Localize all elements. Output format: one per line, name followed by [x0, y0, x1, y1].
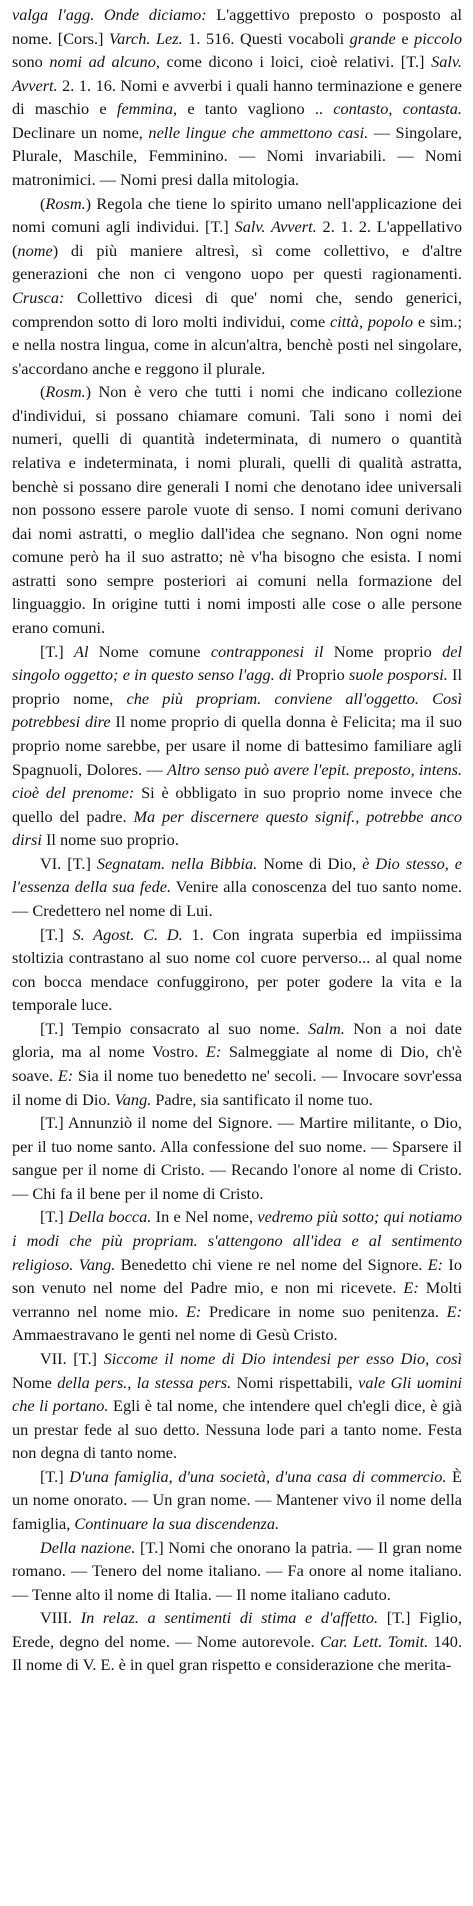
italic-text: contasto, contasta. [333, 99, 462, 119]
italic-text: Varch. Lez. [109, 28, 183, 48]
text-segment: VII. [T.] [40, 1348, 104, 1368]
text-segment: È un nome onorato. — Un gran nome. — Mantener vivo il nome della famiglia, [12, 1466, 462, 1533]
italic-text: della pers., la stessa pers. [57, 1372, 232, 1392]
text-segment: [T.] [40, 641, 74, 661]
italic-text: E: [205, 1042, 222, 1062]
italic-text: suole posporsi. [349, 665, 448, 685]
italic-text: E: [446, 1301, 462, 1321]
italic-text: Vang. [78, 1254, 116, 1274]
text-segment: 2. 1. 16. Nomi e avverbi i quali hanno terminazione e genere di maschio e [12, 75, 462, 119]
italic-text: è Dio stesso, e l'essenza della sua fede. [12, 853, 463, 897]
italic-text: Della bocca. [67, 1207, 152, 1227]
italic-text: che più propriam. conviene all'oggetto. Così potrebbesi dire [12, 688, 462, 732]
text-segment: ( [40, 193, 46, 213]
text-segment: ) Non è vero che tutti i nomi che indicano collezione d'individui, si possano chiamare comuni. Tali sono i nomi dei numeri, quelli di quantità indeterminata, di numero o quantità relativa e indeterminata, i nomi plurali, quelli di qualità astratta, benchè si possano dire generali I nomi che denotano idee universali non possono essere parole vuote di senso. I nomi comuni derivano dai nomi astratti, o meglio dall'idea che segnano. Non ogni nome comune però ha il suo astratto; nè v'ha bisogno che esista. I nomi astratti sono sempre posteriori ai comuni nella formazione del linguaggio. In origine tutti i nomi imposti alle cose o alle persone erano comuni. [12, 382, 462, 638]
text-segment: VIII. [40, 1608, 81, 1628]
text-segment: 2. 1. 2. L'appellativo ( [12, 217, 462, 260]
text-segment: [T.] Figlio, Erede, degno del nome. — Nome autorevole. [12, 1608, 462, 1651]
text-segment: Nome comune [88, 641, 211, 661]
italic-text: Vang. [114, 1089, 152, 1109]
text-segment: 1. 516. Questi vocaboli [182, 28, 350, 48]
italic-text: Al [74, 641, 89, 661]
text-segment: Predicare in nome suo penitenza. [201, 1301, 447, 1321]
italic-text: Della nazione. [40, 1537, 136, 1557]
paragraph [12, 1111, 462, 1205]
italic-text: vedremo più sotto; qui notiamo i modi che più propriam. s'attengono all'idea e al sentimento religioso. [12, 1207, 463, 1274]
italic-text: grande [349, 28, 396, 48]
text-segment: e sim.; e nella nostra lingua, come in alcun'altra, benchè posti nel singolare, s'accordano anche e reggono il plurale. [12, 311, 462, 378]
italic-text: Salv. Avvert. [12, 52, 462, 95]
italic-text: vale Gli uomini che li portano. [12, 1372, 463, 1416]
text-segment: ) di più maniere altresì, sì come collettivo, e d'altre generazioni che non ci vengono uopo per questi ragionamenti. [12, 240, 462, 284]
italic-text: E: [185, 1301, 202, 1321]
text-segment: Benedetto chi viene re nel nome del Signore. [115, 1254, 428, 1274]
text-segment: come dicono i loici, cioè relativi. [T.] [159, 52, 432, 72]
paragraph [12, 852, 462, 923]
text-segment: Molti verranno nel nome mio. [12, 1278, 462, 1321]
paragraph [12, 1205, 462, 1346]
paragraph [12, 1536, 462, 1607]
text-segment: Venire alla conoscenza del tuo santo nome. — Credettero nel nome di Lui. [12, 877, 462, 920]
text-segment: Salmeggiate al nome di Dio, ch'è soave. [12, 1042, 462, 1086]
italic-text: Car. Lett. Tomit. [320, 1631, 429, 1651]
italic-text: Salv. Avvert. [234, 217, 317, 237]
paragraph [12, 1465, 462, 1536]
text-segment: 140. Il nome di V. E. è in quel gran rispetto e considerazione che merita- [12, 1631, 463, 1675]
text-segment: Nomi rispettabili, [231, 1372, 359, 1392]
italic-text: Rosm. [45, 193, 86, 213]
text-segment: Proprio [291, 665, 350, 685]
italic-text: In relaz. a sentimenti di stima e d'affetto. [80, 1608, 379, 1628]
italic-text: femmina, [116, 99, 178, 119]
text-segment: Non a noi date gloria, ma al nome Vostro. [12, 1018, 463, 1062]
text-segment: Il nome proprio di quella donna è Felicita; ma il suo proprio nome sarebbe, per usare il nome di battesimo familiare agli Spagnuoli, Dolores. — [12, 712, 462, 779]
text-segment: [T.] Nomi che onorano la patria. — Il gran nome romano. — Tenero del nome italiano. — Fa onore al nome italiano. — Tenne alto il nome di Italia. — Il nome italiano caduto. [12, 1537, 462, 1604]
italic-text: città, popolo [330, 311, 414, 331]
text-segment: Nome proprio [323, 641, 443, 661]
text-segment: [T.] [40, 1466, 70, 1486]
italic-text: contrapponesi il [210, 641, 324, 661]
italic-text: E: [57, 1066, 74, 1086]
text-segment: Nome [12, 1372, 58, 1392]
text-segment: Declinare un nome, [12, 122, 149, 142]
paragraph [12, 1347, 462, 1465]
text-segment: [T.] Annunziò il nome del Signore. — Martire militante, o Dio, per il tuo nome santo. Alla confessione del suo nome. — Sparsere il sangue per il nome di Cristo. — Recando l'onore al nome di Cristo. — Chi fa il bene per il nome di Cristo. [12, 1113, 462, 1203]
text-segment: Padre, sia santificato il nome tuo. [151, 1089, 373, 1109]
text-segment: Io son venuto nel nome del Padre mio, e non mi ricevete. [12, 1254, 462, 1298]
text-segment: Ammaestravano le genti nel nome di Gesù Cristo. [12, 1325, 338, 1345]
text-segment: Collettivo dicesi di que' nomi che, sendo generici, comprendon sotto di loro molti individui, come [12, 287, 462, 331]
text-segment: 1. Con ingrata superbia ed impiissima stoltizia contrastano al suo nome col cuore perverso... al qual nome con bocca mendace confuggirono, per poter godere la vita e la temporale luce. [12, 924, 462, 1015]
italic-text: S. Agost. C. D. [72, 924, 183, 944]
text-segment: e [395, 28, 415, 48]
paragraph [12, 923, 462, 1017]
italic-text: Segnatam. nella Bibbia. [96, 853, 258, 873]
text-segment: VI. [T.] [40, 853, 97, 873]
italic-text: E: [403, 1278, 419, 1298]
italic-text: nomi ad alcuno, [49, 52, 160, 72]
text-segment: ) Regola che tiene lo spirito umano nell'applicazione dei nomi comuni agli individui. [T.] [12, 193, 462, 237]
italic-text: E: [427, 1254, 444, 1274]
text-segment: Sia il nome tuo benedetto ne' secoli. — Invocare sovr'essa il nome di Dio. [12, 1066, 462, 1109]
dictionary-text-column [12, 3, 462, 1677]
text-segment: [T.] [40, 1207, 68, 1227]
text-segment: e tanto vagliono .. [177, 99, 334, 119]
text-segment: Nome di Dio, [257, 853, 363, 873]
text-segment: — Singolare, Plurale, Maschile, Femminino. — Nomi invariabili. — Nomi matronimici. — Nomi presi dalla mitologia. [12, 122, 463, 190]
italic-text: nelle lingue che ammettono casi. [148, 122, 369, 142]
italic-text: D'una famiglia, d'una società, d'una casa di commercio. [69, 1466, 447, 1486]
italic-text: Rosm. [45, 382, 86, 402]
paragraph [12, 1606, 462, 1677]
italic-text: valga l'agg. Onde diciamo: [12, 5, 207, 24]
paragraph [12, 640, 462, 852]
paragraph [12, 380, 462, 639]
text-segment: Egli è tal nome, che intendere quel ch'egli dice, è già un prestar fede al suo detto. Nessuna lode pari a tanto nome. Festa non degna di tanto nome. [12, 1396, 462, 1463]
text-segment: Il nome suo proprio. [41, 830, 179, 850]
italic-text: Altro senso può avere l'epit. preposto, intens. cioè del prenome: [12, 759, 462, 803]
italic-text: Continuare la sua discendenza. [74, 1514, 280, 1533]
text-segment: ( [40, 382, 46, 402]
paragraph [12, 3, 462, 192]
text-segment: L'aggettivo preposto o posposto al nome. [Cors.] [12, 5, 462, 48]
text-segment: [T.] [40, 924, 73, 944]
italic-text: Siccome il nome di Dio intendesi per esso Dio, così [103, 1348, 462, 1368]
italic-text: Crusca: [12, 287, 65, 307]
text-segment: Si è obbligato in suo proprio nome invece che quello del padre. [12, 783, 462, 826]
text-segment: [T.] Tempio consacrato al suo nome. [40, 1018, 309, 1038]
italic-text: piccolo [414, 28, 463, 48]
text-segment: Il proprio nome, [12, 665, 463, 708]
italic-text: del singolo oggetto; e in questo senso l'agg. di [12, 641, 462, 685]
text-segment: In e Nel nome, [151, 1207, 258, 1227]
italic-text: Salm. [308, 1018, 345, 1038]
italic-text: nome [17, 240, 53, 260]
paragraph [12, 1017, 462, 1111]
paragraph [12, 192, 462, 381]
text-segment: sono [12, 52, 50, 72]
italic-text: Ma per discernere questo signif., potrebbe anco dirsi [12, 806, 462, 850]
